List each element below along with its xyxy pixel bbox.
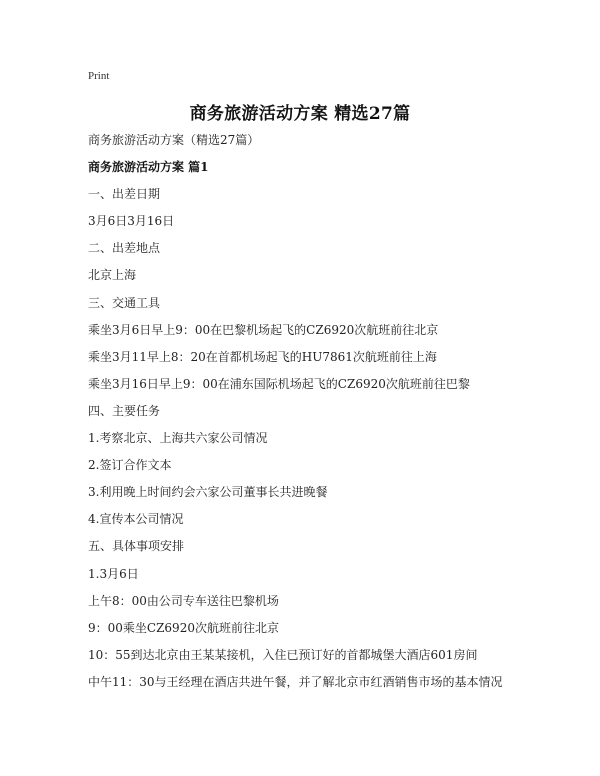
document-body	[88, 127, 568, 696]
text-line: 1.考察北京、上海共六家公司情况	[88, 431, 268, 446]
text-line: 乘坐3月16日早上9：00在浦东国际机场起飞的CZ6920次航班前往巴黎	[88, 376, 470, 391]
text-line: 2.签订合作文本	[88, 458, 172, 473]
text-line: 一、出差日期	[88, 187, 161, 202]
text-line: 4.宣传本公司情况	[88, 512, 184, 527]
text-line: 商务旅游活动方案（精选27篇）	[88, 133, 260, 147]
text-line: 五、具体事项安排	[88, 539, 185, 554]
text-line: 中午11：30与王经理在酒店共进午餐，并了解北京市红酒销售市场的基本情况	[88, 674, 503, 689]
text-line: 四、主要任务	[88, 403, 161, 418]
text-line: 上午8：00由公司专车送往巴黎机场	[88, 593, 279, 608]
text-line: 10：55到达北京由王某某接机，入住已预订好的首都城堡大酒店601房间	[88, 647, 478, 662]
section-heading: 商务旅游活动方案 篇1	[88, 160, 209, 175]
text-line: 北京上海	[88, 268, 137, 283]
text-line: 乘坐3月11早上8：20在首都机场起飞的HU7861次航班前往上海	[88, 349, 437, 364]
text-line: 1.3月6日	[88, 566, 139, 581]
text-line: 9：00乘坐CZ6920次航班前往北京	[88, 620, 279, 635]
print-label: Print	[88, 70, 110, 82]
text-line: 乘坐3月6日早上9：00在巴黎机场起飞的CZ6920次航班前往北京	[88, 322, 439, 337]
text-line: 二、出差地点	[88, 241, 161, 256]
text-line: 3月6日3月16日	[88, 214, 175, 229]
text-line: 3.利用晚上时间约会六家公司董事长共进晚餐	[88, 485, 328, 500]
text-line: 三、交通工具	[88, 295, 161, 310]
document-title: 商务旅游活动方案 精选27篇	[189, 104, 411, 124]
